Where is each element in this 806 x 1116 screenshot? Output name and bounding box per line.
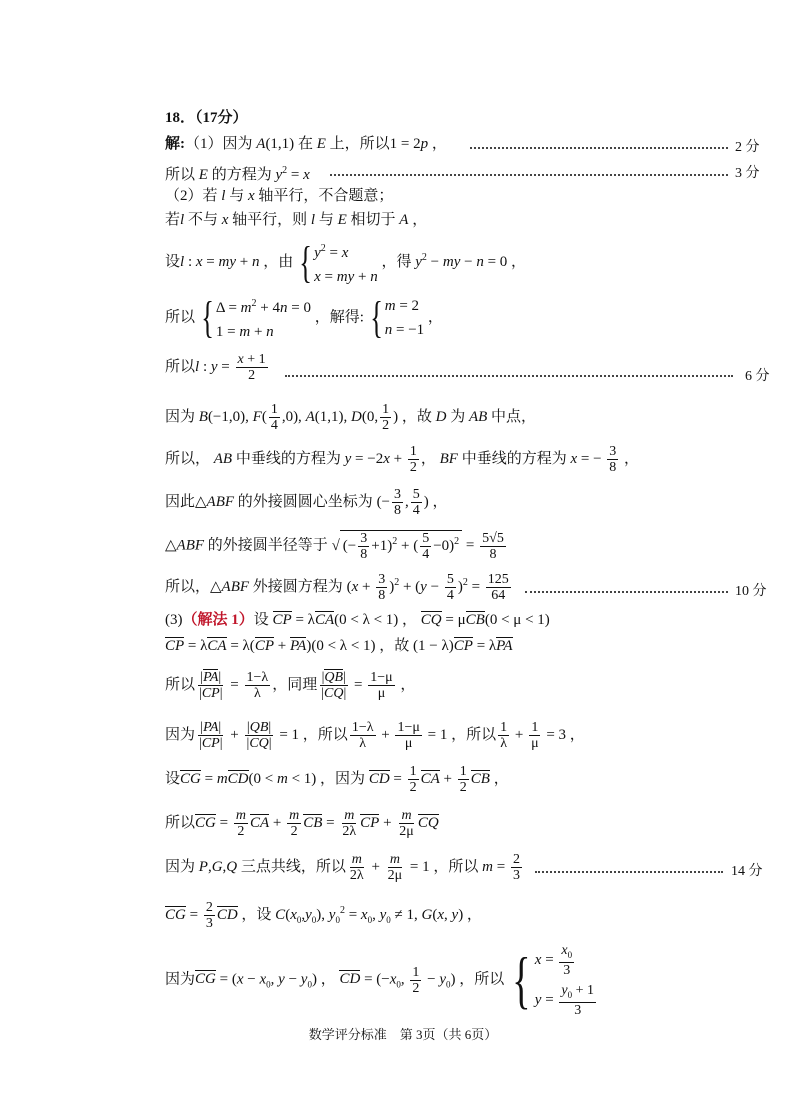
line-7: 所以l : y = $\frac{x + 1}{2}$: [165, 352, 266, 383]
problem-points: （17分）: [195, 110, 248, 126]
line-4: 若l 不与 x 轴平行，则 l 与 E 相切于 A ，: [165, 212, 428, 228]
score-10: 10 分: [735, 584, 767, 599]
problem-heading: [165, 108, 248, 128]
line-9: 所以， AB 中垂线的方程为 y = −2x + $\frac{1}{2}$ ， BF 中垂线的方程为 x = − $\frac{3}{8}$ ，: [165, 444, 640, 475]
score-14: 14 分: [731, 864, 763, 879]
leader-dots: [525, 591, 728, 593]
line-10: 因此△ABF 的外接圆圆心坐标为 (− $\frac{3}{8}$ , $\frac{5}{4}$ ) ，: [165, 487, 448, 518]
line-20: CG = $\frac{2}{3}$ CD ，设 $C(x_0,y_0)$, $y_0^2 = x_0$, $y_0 \ne 1$, G(x, y) ，: [165, 900, 482, 931]
problem-number: 18．: [165, 110, 196, 126]
line-5: 设l : x = my + n ，由 { $y^2 = x$ x = my + n ，得 $y^2$ − my − n = 0 ，: [165, 237, 527, 287]
line-8: 因为 B(−1,0), F( $\frac{1}{4}$ ,0), A(1,1), D(0, $\frac{1}{2}$ ) ，故 D 为 AB 中点，: [165, 402, 537, 433]
score-6: 6 分: [745, 369, 770, 384]
line-12: 所以，△ABF 外接圆方程为 (x + $\frac{3}{8}$ )$^2$ + (y − $\frac{5}{4}$ )$^2$ = $\frac{125}{64}$: [165, 572, 509, 603]
line-1: 解:（1）因为 A(1,1) 在 E 上，所以1 = 2p ，: [165, 136, 447, 152]
line-19: 因为 P,G,Q 三点共线，所以 $\frac{m}{2\lambda}$ + $\frac{m}{2\mu}$ = 1 ，所以 m = $\frac{2}{3}$: [165, 852, 520, 883]
line-2: 所以 E 的方程为 $y^2 = x$: [165, 165, 310, 183]
score-2: 2 分: [735, 140, 760, 155]
leader-dots: [535, 871, 723, 873]
leader-dots: [330, 174, 728, 176]
line-15: 所以 $\frac{|PA|}{|CP|}$ = $\frac{1-\lambda}{\lambda}$ ，同理 $\frac{|QB|}{|CQ|}$ = $\frac{1-\mu}{\mu}$ ，: [165, 670, 416, 701]
page-footer: 数学评分标准 第 3页（共 6页）: [308, 1027, 498, 1042]
line-16: 因为 $\frac{|PA|}{|CP|}$ + $\frac{|QB|}{|CQ|}$ = 1 ，所以 $\frac{1-\lambda}{\lambda}$ + $\frac{1-\mu}{\mu}$ = 1 ，所以 $\frac{1}{\lambda}$ + $\frac{1}{\mu}$ = 3 ，: [165, 720, 585, 751]
line-17: 设CG = mCD(0 < m < 1) ，因为 CD = $\frac{1}{2}$ CA + $\frac{1}{2}$ CB ，: [165, 764, 509, 795]
leader-dots: [285, 375, 733, 377]
line-18: 所以CG = $\frac{m}{2}$ CA + $\frac{m}{2}$ CB = $\frac{m}{2\lambda}$ CP + $\frac{m}{2\mu}$ CQ: [165, 808, 439, 839]
leader-dots: [470, 147, 728, 149]
line-11: △ABF 的外接圆半径等于 √ (− $\frac{3}{8}$ +1)$^2$ + ( $\frac{5}{4}$ −0)$^2$ = $\frac{5√5}{8}$: [165, 530, 504, 562]
line-3: （2）若 l 与 x 轴平行，不合题意；: [165, 188, 394, 204]
score-3: 3 分: [735, 166, 760, 181]
line-21: 因为CG = ($x - x_0$, $y - y_0$) ， CD = ($-x_0$, $\frac{1}{2}$ − $y_0$) ，所以 { x = $\frac{x_0}{3}$ y = $\frac{y_0 + 1}{3}$: [165, 942, 595, 1019]
line-6: 所以 { $\Delta = m^2 + 4n = 0$ 1 = m + n ，解得: { m = 2 n = −1 ，: [165, 293, 443, 342]
line-14: CP = λCA = λ(CP + PA)(0 < λ < 1) ，故 (1 − λ)CP = λPA: [165, 638, 513, 654]
line-13: (3)（解法 1）设 CP = λCA(0 < λ < 1) ， CQ = μCB(0 < μ < 1): [165, 612, 550, 628]
